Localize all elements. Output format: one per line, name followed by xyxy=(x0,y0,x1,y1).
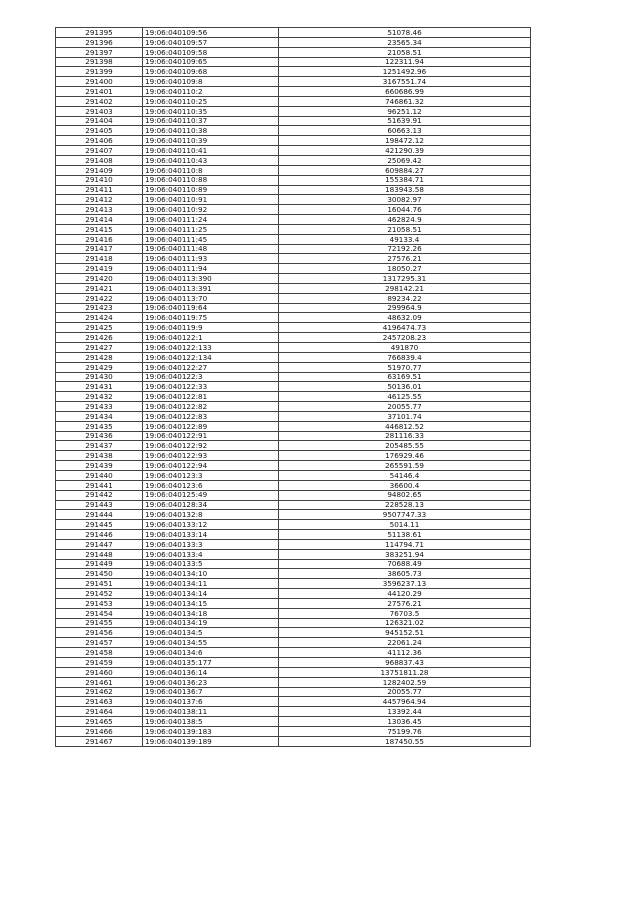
cadastral-number-cell: 19:06:040110:2 xyxy=(143,87,279,97)
row-number-cell: 291446 xyxy=(56,530,143,540)
cadastral-number-cell: 19:06:040122:91 xyxy=(143,431,279,441)
row-number-cell: 291401 xyxy=(56,87,143,97)
cadastral-number-cell: 19:06:040111:94 xyxy=(143,264,279,274)
value-cell: 76703.5 xyxy=(279,608,531,618)
table-row xyxy=(56,175,531,185)
cadastral-number-cell: 19:06:040123:3 xyxy=(143,470,279,480)
table-row xyxy=(56,579,531,589)
table-row xyxy=(56,362,531,372)
value-cell: 22061.24 xyxy=(279,638,531,648)
table-row xyxy=(56,549,531,559)
value-cell: 75199.76 xyxy=(279,726,531,736)
row-number-cell: 291431 xyxy=(56,382,143,392)
cadastral-number-cell: 19:06:040122:27 xyxy=(143,362,279,372)
table-body xyxy=(56,28,531,747)
value-cell: 421290.39 xyxy=(279,146,531,156)
table-row xyxy=(56,677,531,687)
table-row xyxy=(56,736,531,746)
value-cell: 51138.61 xyxy=(279,530,531,540)
row-number-cell: 291453 xyxy=(56,598,143,608)
row-number-cell: 291442 xyxy=(56,490,143,500)
cadastral-number-cell: 19:06:040111:24 xyxy=(143,215,279,225)
cadastral-value-table xyxy=(55,27,531,747)
cadastral-number-cell: 19:06:040110:35 xyxy=(143,106,279,116)
row-number-cell: 291403 xyxy=(56,106,143,116)
table-row xyxy=(56,687,531,697)
row-number-cell: 291413 xyxy=(56,205,143,215)
table-row xyxy=(56,490,531,500)
cadastral-number-cell: 19:06:040128:34 xyxy=(143,500,279,510)
value-cell: 183943.58 xyxy=(279,185,531,195)
cadastral-number-cell: 19:06:040122:83 xyxy=(143,411,279,421)
row-number-cell: 291430 xyxy=(56,372,143,382)
value-cell: 228528.13 xyxy=(279,500,531,510)
row-number-cell: 291444 xyxy=(56,510,143,520)
value-cell: 13036.45 xyxy=(279,717,531,727)
cadastral-number-cell: 19:06:040134:5 xyxy=(143,628,279,638)
row-number-cell: 291420 xyxy=(56,274,143,284)
cadastral-number-cell: 19:06:040134:18 xyxy=(143,608,279,618)
table-row xyxy=(56,726,531,736)
cadastral-number-cell: 19:06:040138:11 xyxy=(143,707,279,717)
value-cell: 2457208.23 xyxy=(279,333,531,343)
cadastral-number-cell: 19:06:040110:8 xyxy=(143,165,279,175)
cadastral-number-cell: 19:06:040122:134 xyxy=(143,352,279,362)
row-number-cell: 291402 xyxy=(56,96,143,106)
cadastral-number-cell: 19:06:040119:9 xyxy=(143,323,279,333)
value-cell: 155384.71 xyxy=(279,175,531,185)
table-row xyxy=(56,392,531,402)
table-row xyxy=(56,530,531,540)
table-row xyxy=(56,28,531,38)
table-row xyxy=(56,293,531,303)
table-row xyxy=(56,195,531,205)
table-row xyxy=(56,667,531,677)
table-row xyxy=(56,47,531,57)
cadastral-number-cell: 19:06:040111:25 xyxy=(143,224,279,234)
row-number-cell: 291404 xyxy=(56,116,143,126)
row-number-cell: 291406 xyxy=(56,136,143,146)
row-number-cell: 291465 xyxy=(56,717,143,727)
value-cell: 205485.55 xyxy=(279,441,531,451)
cadastral-number-cell: 19:06:040119:75 xyxy=(143,313,279,323)
value-cell: 51078.46 xyxy=(279,28,531,38)
value-cell: 20055.77 xyxy=(279,687,531,697)
value-cell: 126321.02 xyxy=(279,618,531,628)
table-row xyxy=(56,480,531,490)
value-cell: 63169.51 xyxy=(279,372,531,382)
cadastral-number-cell: 19:06:040134:6 xyxy=(143,648,279,658)
row-number-cell: 291460 xyxy=(56,667,143,677)
cadastral-number-cell: 19:06:040134:19 xyxy=(143,618,279,628)
cadastral-number-cell: 19:06:040122:33 xyxy=(143,382,279,392)
cadastral-number-cell: 19:06:040133:12 xyxy=(143,520,279,530)
cadastral-number-cell: 19:06:040109:56 xyxy=(143,28,279,38)
table-row xyxy=(56,618,531,628)
cadastral-number-cell: 19:06:040136:7 xyxy=(143,687,279,697)
row-number-cell: 291408 xyxy=(56,155,143,165)
value-cell: 298142.21 xyxy=(279,283,531,293)
table-row xyxy=(56,510,531,520)
value-cell: 20055.77 xyxy=(279,402,531,412)
value-cell: 114794.71 xyxy=(279,539,531,549)
row-number-cell: 291415 xyxy=(56,224,143,234)
value-cell: 70688.49 xyxy=(279,559,531,569)
table-row xyxy=(56,37,531,47)
row-number-cell: 291441 xyxy=(56,480,143,490)
cadastral-number-cell: 19:06:040109:58 xyxy=(143,47,279,57)
row-number-cell: 291437 xyxy=(56,441,143,451)
table-row xyxy=(56,234,531,244)
value-cell: 13392.44 xyxy=(279,707,531,717)
value-cell: 198472.12 xyxy=(279,136,531,146)
table-row xyxy=(56,343,531,353)
row-number-cell: 291414 xyxy=(56,215,143,225)
cadastral-number-cell: 19:06:040110:41 xyxy=(143,146,279,156)
value-cell: 30082.97 xyxy=(279,195,531,205)
cadastral-number-cell: 19:06:040138:5 xyxy=(143,717,279,727)
table-row xyxy=(56,431,531,441)
row-number-cell: 291428 xyxy=(56,352,143,362)
table-row xyxy=(56,520,531,530)
row-number-cell: 291424 xyxy=(56,313,143,323)
value-cell: 23565.34 xyxy=(279,37,531,47)
cadastral-number-cell: 19:06:040110:92 xyxy=(143,205,279,215)
table-row xyxy=(56,352,531,362)
table-row xyxy=(56,559,531,569)
row-number-cell: 291411 xyxy=(56,185,143,195)
cadastral-number-cell: 19:06:040136:14 xyxy=(143,667,279,677)
cadastral-number-cell: 19:06:040113:390 xyxy=(143,274,279,284)
value-cell: 462824.9 xyxy=(279,215,531,225)
row-number-cell: 291417 xyxy=(56,244,143,254)
value-cell: 4196474.73 xyxy=(279,323,531,333)
table-row xyxy=(56,155,531,165)
value-cell: 38605.73 xyxy=(279,569,531,579)
value-cell: 176929.46 xyxy=(279,451,531,461)
row-number-cell: 291419 xyxy=(56,264,143,274)
cadastral-number-cell: 19:06:040111:93 xyxy=(143,254,279,264)
value-cell: 609884.27 xyxy=(279,165,531,175)
cadastral-number-cell: 19:06:040136:23 xyxy=(143,677,279,687)
value-cell: 18050.27 xyxy=(279,264,531,274)
value-cell: 41112.36 xyxy=(279,648,531,658)
value-cell: 54146.4 xyxy=(279,470,531,480)
table-row xyxy=(56,598,531,608)
cadastral-number-cell: 19:06:040132:8 xyxy=(143,510,279,520)
cadastral-number-cell: 19:06:040122:92 xyxy=(143,441,279,451)
cadastral-number-cell: 19:06:040110:88 xyxy=(143,175,279,185)
row-number-cell: 291432 xyxy=(56,392,143,402)
cadastral-number-cell: 19:06:040134:15 xyxy=(143,598,279,608)
value-cell: 49133.4 xyxy=(279,234,531,244)
table-row xyxy=(56,136,531,146)
row-number-cell: 291448 xyxy=(56,549,143,559)
row-number-cell: 291466 xyxy=(56,726,143,736)
table-row xyxy=(56,402,531,412)
cadastral-number-cell: 19:06:040111:45 xyxy=(143,234,279,244)
cadastral-number-cell: 19:06:040110:43 xyxy=(143,155,279,165)
row-number-cell: 291457 xyxy=(56,638,143,648)
cadastral-number-cell: 19:06:040133:4 xyxy=(143,549,279,559)
row-number-cell: 291450 xyxy=(56,569,143,579)
table-row xyxy=(56,254,531,264)
value-cell: 281116.33 xyxy=(279,431,531,441)
cadastral-number-cell: 19:06:040110:25 xyxy=(143,96,279,106)
value-cell: 383251.94 xyxy=(279,549,531,559)
cadastral-number-cell: 19:06:040110:89 xyxy=(143,185,279,195)
value-cell: 37101.74 xyxy=(279,411,531,421)
table-row xyxy=(56,500,531,510)
value-cell: 27576.21 xyxy=(279,598,531,608)
table-row xyxy=(56,697,531,707)
value-cell: 766839.4 xyxy=(279,352,531,362)
cadastral-number-cell: 19:06:040133:14 xyxy=(143,530,279,540)
row-number-cell: 291436 xyxy=(56,431,143,441)
row-number-cell: 291421 xyxy=(56,283,143,293)
value-cell: 25069.42 xyxy=(279,155,531,165)
value-cell: 72192.26 xyxy=(279,244,531,254)
row-number-cell: 291405 xyxy=(56,126,143,136)
table-row xyxy=(56,333,531,343)
row-number-cell: 291455 xyxy=(56,618,143,628)
table-row xyxy=(56,165,531,175)
table-row xyxy=(56,461,531,471)
cadastral-number-cell: 19:06:040139:183 xyxy=(143,726,279,736)
value-cell: 44120.29 xyxy=(279,589,531,599)
cadastral-number-cell: 19:06:040122:3 xyxy=(143,372,279,382)
row-number-cell: 291449 xyxy=(56,559,143,569)
table-row xyxy=(56,372,531,382)
row-number-cell: 291407 xyxy=(56,146,143,156)
value-cell: 1251492.96 xyxy=(279,67,531,77)
value-cell: 5014.11 xyxy=(279,520,531,530)
table-row xyxy=(56,539,531,549)
cadastral-number-cell: 19:06:040135:177 xyxy=(143,658,279,668)
value-cell: 21058.51 xyxy=(279,224,531,234)
cadastral-number-cell: 19:06:040111:48 xyxy=(143,244,279,254)
row-number-cell: 291395 xyxy=(56,28,143,38)
table-row xyxy=(56,638,531,648)
table-row xyxy=(56,648,531,658)
value-cell: 60663.13 xyxy=(279,126,531,136)
value-cell: 1282402.59 xyxy=(279,677,531,687)
row-number-cell: 291461 xyxy=(56,677,143,687)
cadastral-number-cell: 19:06:040133:5 xyxy=(143,559,279,569)
cadastral-number-cell: 19:06:040110:37 xyxy=(143,116,279,126)
cadastral-number-cell: 19:06:040109:57 xyxy=(143,37,279,47)
row-number-cell: 291434 xyxy=(56,411,143,421)
table-row xyxy=(56,421,531,431)
cadastral-number-cell: 19:06:040109:68 xyxy=(143,67,279,77)
value-cell: 50136.01 xyxy=(279,382,531,392)
table-row xyxy=(56,441,531,451)
value-cell: 51970.77 xyxy=(279,362,531,372)
cadastral-number-cell: 19:06:040122:93 xyxy=(143,451,279,461)
table-row xyxy=(56,707,531,717)
row-number-cell: 291464 xyxy=(56,707,143,717)
table-row xyxy=(56,77,531,87)
row-number-cell: 291439 xyxy=(56,461,143,471)
table-row xyxy=(56,717,531,727)
value-cell: 21058.51 xyxy=(279,47,531,57)
value-cell: 27576.21 xyxy=(279,254,531,264)
value-cell: 265591.59 xyxy=(279,461,531,471)
table-row xyxy=(56,96,531,106)
value-cell: 746861.32 xyxy=(279,96,531,106)
value-cell: 48632.09 xyxy=(279,313,531,323)
row-number-cell: 291458 xyxy=(56,648,143,658)
row-number-cell: 291398 xyxy=(56,57,143,67)
row-number-cell: 291435 xyxy=(56,421,143,431)
value-cell: 89234.22 xyxy=(279,293,531,303)
table-row xyxy=(56,470,531,480)
row-number-cell: 291447 xyxy=(56,539,143,549)
table-row xyxy=(56,244,531,254)
row-number-cell: 291399 xyxy=(56,67,143,77)
value-cell: 660686.99 xyxy=(279,87,531,97)
value-cell: 36600.4 xyxy=(279,480,531,490)
table-row xyxy=(56,283,531,293)
row-number-cell: 291412 xyxy=(56,195,143,205)
table-row xyxy=(56,451,531,461)
row-number-cell: 291423 xyxy=(56,303,143,313)
table-row xyxy=(56,411,531,421)
row-number-cell: 291440 xyxy=(56,470,143,480)
row-number-cell: 291396 xyxy=(56,37,143,47)
cadastral-number-cell: 19:06:040122:81 xyxy=(143,392,279,402)
cadastral-number-cell: 19:06:040113:391 xyxy=(143,283,279,293)
value-cell: 122311.94 xyxy=(279,57,531,67)
cadastral-number-cell: 19:06:040134:55 xyxy=(143,638,279,648)
cadastral-number-cell: 19:06:040119:64 xyxy=(143,303,279,313)
row-number-cell: 291443 xyxy=(56,500,143,510)
value-cell: 16044.76 xyxy=(279,205,531,215)
cadastral-number-cell: 19:06:040113:70 xyxy=(143,293,279,303)
table-row xyxy=(56,274,531,284)
value-cell: 3167551.74 xyxy=(279,77,531,87)
value-cell: 187450.55 xyxy=(279,736,531,746)
value-cell: 4457964.94 xyxy=(279,697,531,707)
cadastral-number-cell: 19:06:040137:6 xyxy=(143,697,279,707)
table-row xyxy=(56,67,531,77)
cadastral-number-cell: 19:06:040110:91 xyxy=(143,195,279,205)
table-row xyxy=(56,608,531,618)
value-cell: 96251.12 xyxy=(279,106,531,116)
row-number-cell: 291433 xyxy=(56,402,143,412)
row-number-cell: 291400 xyxy=(56,77,143,87)
row-number-cell: 291410 xyxy=(56,175,143,185)
row-number-cell: 291426 xyxy=(56,333,143,343)
value-cell: 945152.51 xyxy=(279,628,531,638)
table-row xyxy=(56,323,531,333)
value-cell: 968837.43 xyxy=(279,658,531,668)
cadastral-number-cell: 19:06:040139:189 xyxy=(143,736,279,746)
row-number-cell: 291397 xyxy=(56,47,143,57)
table-row xyxy=(56,146,531,156)
row-number-cell: 291467 xyxy=(56,736,143,746)
cadastral-number-cell: 19:06:040109:8 xyxy=(143,77,279,87)
row-number-cell: 291425 xyxy=(56,323,143,333)
table-row xyxy=(56,126,531,136)
cadastral-number-cell: 19:06:040109:65 xyxy=(143,57,279,67)
row-number-cell: 291463 xyxy=(56,697,143,707)
cadastral-number-cell: 19:06:040134:10 xyxy=(143,569,279,579)
value-cell: 46125.55 xyxy=(279,392,531,402)
cadastral-number-cell: 19:06:040125:49 xyxy=(143,490,279,500)
table-row xyxy=(56,87,531,97)
table-row xyxy=(56,303,531,313)
value-cell: 94802.65 xyxy=(279,490,531,500)
table-row xyxy=(56,382,531,392)
table-row xyxy=(56,106,531,116)
cadastral-number-cell: 19:06:040122:133 xyxy=(143,343,279,353)
row-number-cell: 291416 xyxy=(56,234,143,244)
cadastral-number-cell: 19:06:040122:89 xyxy=(143,421,279,431)
table-row xyxy=(56,264,531,274)
value-cell: 9507747.33 xyxy=(279,510,531,520)
row-number-cell: 291427 xyxy=(56,343,143,353)
row-number-cell: 291456 xyxy=(56,628,143,638)
value-cell: 51639.91 xyxy=(279,116,531,126)
row-number-cell: 291454 xyxy=(56,608,143,618)
row-number-cell: 291445 xyxy=(56,520,143,530)
row-number-cell: 291409 xyxy=(56,165,143,175)
cadastral-number-cell: 19:06:040122:82 xyxy=(143,402,279,412)
value-cell: 3596237.13 xyxy=(279,579,531,589)
table-row xyxy=(56,185,531,195)
value-cell: 446812.52 xyxy=(279,421,531,431)
cadastral-number-cell: 19:06:040133:3 xyxy=(143,539,279,549)
cadastral-number-cell: 19:06:040122:1 xyxy=(143,333,279,343)
table-row xyxy=(56,116,531,126)
cadastral-number-cell: 19:06:040110:39 xyxy=(143,136,279,146)
row-number-cell: 291452 xyxy=(56,589,143,599)
value-cell: 13751811.28 xyxy=(279,667,531,677)
value-cell: 299964.9 xyxy=(279,303,531,313)
cadastral-number-cell: 19:06:040110:38 xyxy=(143,126,279,136)
row-number-cell: 291418 xyxy=(56,254,143,264)
cadastral-number-cell: 19:06:040122:94 xyxy=(143,461,279,471)
value-cell: 1317295.31 xyxy=(279,274,531,284)
cadastral-number-cell: 19:06:040123:6 xyxy=(143,480,279,490)
row-number-cell: 291422 xyxy=(56,293,143,303)
table-row xyxy=(56,57,531,67)
row-number-cell: 291438 xyxy=(56,451,143,461)
table-row xyxy=(56,313,531,323)
cadastral-number-cell: 19:06:040134:11 xyxy=(143,579,279,589)
row-number-cell: 291451 xyxy=(56,579,143,589)
table-row xyxy=(56,628,531,638)
table-row xyxy=(56,569,531,579)
table-row xyxy=(56,215,531,225)
row-number-cell: 291429 xyxy=(56,362,143,372)
table-row xyxy=(56,205,531,215)
table-row xyxy=(56,658,531,668)
table-row xyxy=(56,224,531,234)
value-cell: 491870 xyxy=(279,343,531,353)
row-number-cell: 291462 xyxy=(56,687,143,697)
table-row xyxy=(56,589,531,599)
row-number-cell: 291459 xyxy=(56,658,143,668)
cadastral-number-cell: 19:06:040134:14 xyxy=(143,589,279,599)
